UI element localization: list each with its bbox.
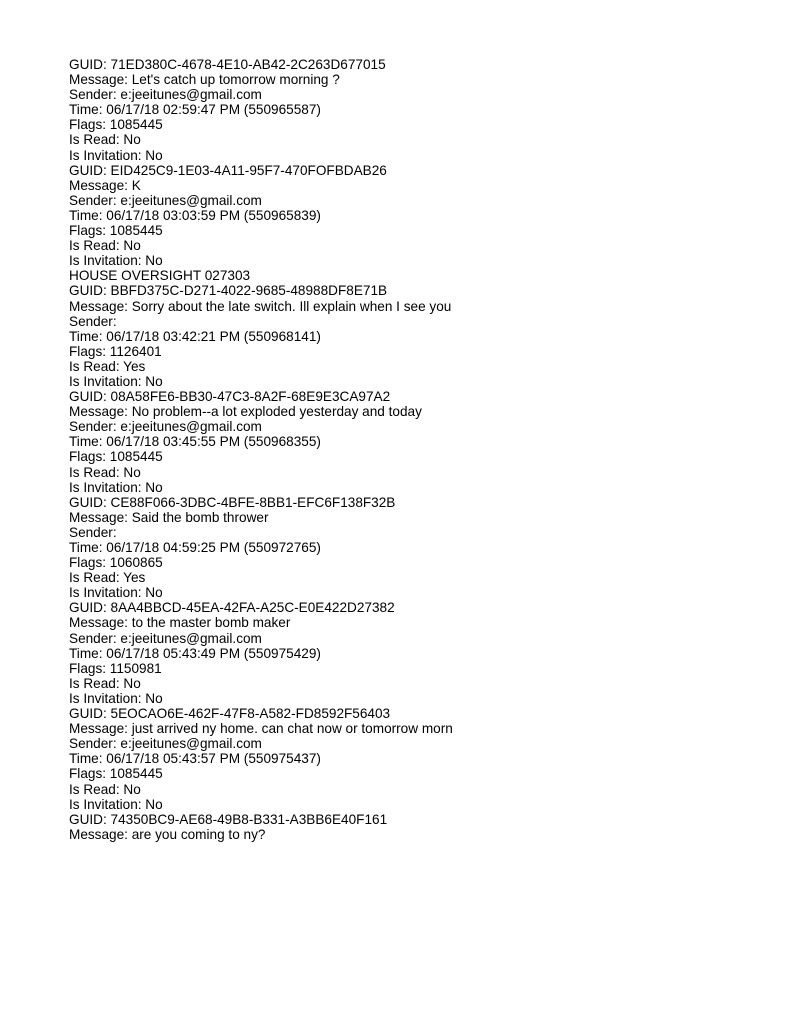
message-is-read: Is Read: No	[69, 464, 141, 480]
message-guid: GUID: BBFD375C-D271-4022-9685-48988DF8E71B	[69, 283, 388, 299]
message-text: Message: K	[69, 177, 141, 193]
message-time: Time: 06/17/18 03:03:59 PM (550965839)	[69, 207, 321, 223]
message-flags: Flags: 1126401	[69, 343, 162, 359]
message-time: Time: 06/17/18 03:42:21 PM (550968141)	[69, 328, 321, 344]
message-text: Message: Let's catch up tomorrow morning ?	[69, 72, 340, 88]
message-is-invitation: Is Invitation: No	[69, 253, 163, 269]
message-log-document	[69, 57, 769, 842]
message-sender: Sender:	[69, 313, 117, 329]
message-guid: GUID: 74350BC9-AE68-49B8-B331-A3BB6E40F161	[69, 811, 388, 827]
message-is-read: Is Read: No	[69, 238, 141, 254]
message-sender: Sender: e:jeeitunes@gmail.com	[69, 419, 262, 435]
message-sender: Sender: e:jeeitunes@gmail.com	[69, 192, 262, 208]
message-is-read: Is Read: Yes	[69, 358, 146, 374]
message-text: Message: Sorry about the late switch. Ill explain when I see you	[69, 298, 452, 314]
message-time: Time: 06/17/18 04:59:25 PM (550972765)	[69, 540, 321, 555]
message-flags: Flags: 1060865	[69, 555, 163, 571]
message-text: Message: Said the bomb thrower	[69, 509, 269, 525]
message-text: Message: are you coming to ny?	[69, 826, 266, 842]
message-guid: GUID: 8AA4BBCD-45EA-42FA-A25C-E0E422D27382	[69, 600, 395, 616]
message-is-read: Is Read: No	[69, 675, 141, 691]
message-flags: Flags: 1085445	[69, 223, 163, 239]
message-guid: GUID: 08A58FE6-BB30-47C3-8A2F-68E9E3CA97A2	[69, 389, 391, 405]
message-sender: Sender: e:jeeitunes@gmail.com	[69, 87, 262, 103]
message-text: Message: No problem--a lot exploded yesterday and today	[69, 404, 422, 420]
message-guid: GUID: 71ED380C-4678-4E10-AB42-2C263D677015	[69, 57, 386, 72]
message-sender: Sender:	[69, 524, 117, 540]
message-guid: GUID: EID425C9-1E03-4A11-95F7-470FOFBDAB26	[69, 162, 387, 178]
message-flags: Flags: 1085445	[69, 766, 163, 782]
message-is-invitation: Is Invitation: No	[69, 585, 163, 601]
message-sender: Sender: e:jeeitunes@gmail.com	[69, 630, 262, 646]
message-time: Time: 06/17/18 05:43:57 PM (550975437)	[69, 751, 321, 767]
message-flags: Flags: 1150981	[69, 660, 162, 676]
message-is-invitation: Is Invitation: No	[69, 147, 163, 163]
message-text: Message: just arrived ny home. can chat now or tomorrow morn	[69, 721, 453, 737]
message-flags: Flags: 1085445	[69, 117, 163, 133]
message-is-read: Is Read: No	[69, 132, 141, 148]
message-guid: GUID: CE88F066-3DBC-4BFE-8BB1-EFC6F138F32B	[69, 494, 396, 510]
message-time: Time: 06/17/18 03:45:55 PM (550968355)	[69, 434, 321, 450]
message-time: Time: 06/17/18 02:59:47 PM (550965587)	[69, 102, 321, 118]
message-time: Time: 06/17/18 05:43:49 PM (550975429)	[69, 645, 321, 661]
message-flags: Flags: 1085445	[69, 449, 163, 465]
message-is-invitation: Is Invitation: No	[69, 373, 163, 389]
message-is-invitation: Is Invitation: No	[69, 796, 163, 812]
message-is-invitation: Is Invitation: No	[69, 690, 163, 706]
message-sender: Sender: e:jeeitunes@gmail.com	[69, 736, 262, 752]
message-is-read: Is Read: Yes	[69, 570, 146, 586]
bates-stamp: HOUSE OVERSIGHT 027303	[69, 268, 251, 284]
message-guid: GUID: 5EOCAO6E-462F-47F8-A582-FD8592F56403	[69, 706, 391, 722]
message-is-read: Is Read: No	[69, 781, 141, 797]
message-is-invitation: Is Invitation: No	[69, 479, 163, 495]
message-text: Message: to the master bomb maker	[69, 615, 291, 631]
